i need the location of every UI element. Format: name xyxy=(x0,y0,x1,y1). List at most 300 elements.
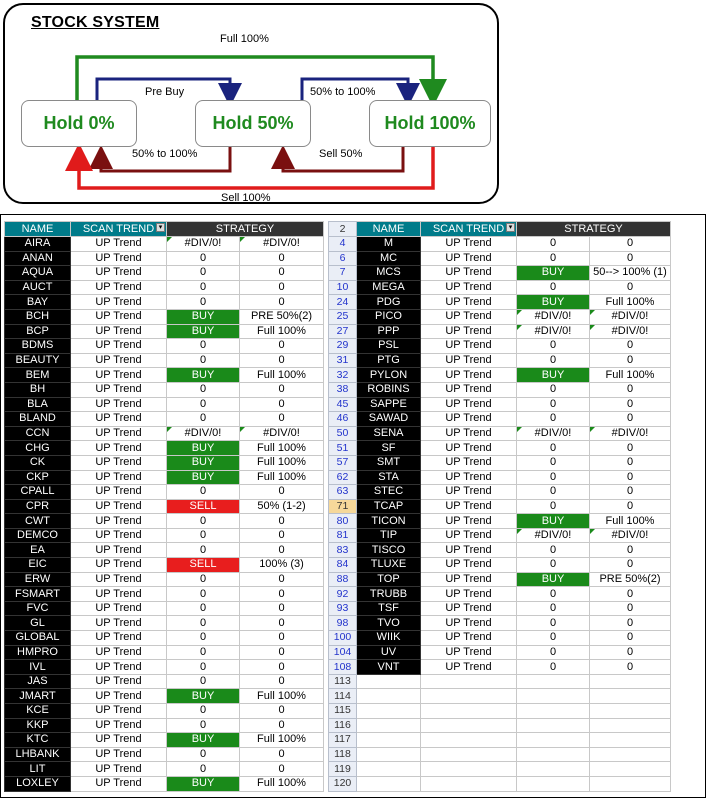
strategy-cell[interactable]: 0 xyxy=(240,280,324,295)
strategy-cell[interactable]: 50--> 100% (1) xyxy=(590,266,671,281)
strategy-cell[interactable]: 0 xyxy=(590,543,671,558)
scan-trend-cell[interactable]: UP Trend xyxy=(71,747,167,762)
scan-trend-cell[interactable]: UP Trend xyxy=(71,776,167,791)
stock-name-cell[interactable]: SMT xyxy=(357,455,421,470)
stock-name-cell[interactable]: KTC xyxy=(5,733,71,748)
row-number[interactable]: 4 xyxy=(329,237,357,252)
row-number[interactable]: 62 xyxy=(329,470,357,485)
scan-trend-cell[interactable]: UP Trend xyxy=(421,324,517,339)
strategy-cell[interactable]: PRE 50%(2) xyxy=(240,309,324,324)
scan-trend-cell[interactable]: UP Trend xyxy=(71,616,167,631)
scan-trend-cell[interactable]: UP Trend xyxy=(71,470,167,485)
filter-dropdown-icon[interactable]: ▾ xyxy=(156,223,165,232)
scan-trend-cell[interactable]: UP Trend xyxy=(421,251,517,266)
strategy-cell[interactable]: Full 100% xyxy=(240,733,324,748)
signal-cell[interactable]: BUY xyxy=(517,572,590,587)
row-number[interactable]: 46 xyxy=(329,412,357,427)
signal-cell[interactable]: 0 xyxy=(517,412,590,427)
strategy-header[interactable]: STRATEGY xyxy=(167,222,324,237)
stock-name-cell[interactable]: BEM xyxy=(5,368,71,383)
empty-cell[interactable] xyxy=(590,718,671,733)
strategy-cell[interactable]: 0 xyxy=(590,558,671,573)
stock-name-cell[interactable]: EA xyxy=(5,543,71,558)
stock-name-cell[interactable]: PDG xyxy=(357,295,421,310)
signal-cell[interactable]: #DIV/0! xyxy=(517,324,590,339)
strategy-cell[interactable]: 0 xyxy=(240,382,324,397)
row-number[interactable]: 117 xyxy=(329,733,357,748)
stock-name-cell[interactable]: ANAN xyxy=(5,251,71,266)
row-number[interactable]: 80 xyxy=(329,514,357,529)
row-number[interactable]: 120 xyxy=(329,776,357,791)
stock-name-cell[interactable]: AIRA xyxy=(5,237,71,252)
scan-trend-cell[interactable]: UP Trend xyxy=(71,558,167,573)
signal-cell[interactable]: 0 xyxy=(167,616,240,631)
scan-trend-cell[interactable]: UP Trend xyxy=(421,514,517,529)
strategy-cell[interactable]: 0 xyxy=(240,674,324,689)
empty-cell[interactable] xyxy=(517,762,590,777)
stock-name-cell[interactable]: SAPPE xyxy=(357,397,421,412)
signal-cell[interactable]: 0 xyxy=(517,339,590,354)
strategy-cell[interactable]: 0 xyxy=(590,645,671,660)
signal-cell[interactable]: 0 xyxy=(167,353,240,368)
signal-cell[interactable]: 0 xyxy=(517,499,590,514)
row-number[interactable]: 31 xyxy=(329,353,357,368)
signal-cell[interactable]: 0 xyxy=(517,543,590,558)
strategy-cell[interactable]: 0 xyxy=(240,397,324,412)
empty-cell[interactable] xyxy=(421,689,517,704)
scan-trend-cell[interactable]: UP Trend xyxy=(71,543,167,558)
strategy-cell[interactable]: 0 xyxy=(590,601,671,616)
strategy-cell[interactable]: Full 100% xyxy=(590,295,671,310)
signal-cell[interactable]: 0 xyxy=(167,397,240,412)
empty-cell[interactable] xyxy=(357,689,421,704)
signal-cell[interactable]: BUY xyxy=(167,689,240,704)
strategy-cell[interactable]: 0 xyxy=(240,528,324,543)
stock-name-cell[interactable]: SF xyxy=(357,441,421,456)
strategy-cell[interactable]: 0 xyxy=(590,412,671,427)
row-number[interactable]: 116 xyxy=(329,718,357,733)
scan-trend-cell[interactable]: UP Trend xyxy=(421,412,517,427)
empty-cell[interactable] xyxy=(517,747,590,762)
strategy-cell[interactable]: 0 xyxy=(590,251,671,266)
signal-cell[interactable]: 0 xyxy=(517,397,590,412)
empty-cell[interactable] xyxy=(421,733,517,748)
stock-name-cell[interactable]: CK xyxy=(5,455,71,470)
signal-cell[interactable]: 0 xyxy=(517,485,590,500)
stock-name-cell[interactable]: TRUBB xyxy=(357,587,421,602)
scan-trend-cell[interactable]: UP Trend xyxy=(421,485,517,500)
strategy-cell[interactable]: #DIV/0! xyxy=(240,426,324,441)
strategy-cell[interactable]: 50% (1-2) xyxy=(240,499,324,514)
scan-trend-cell[interactable]: UP Trend xyxy=(421,353,517,368)
signal-cell[interactable]: BUY xyxy=(517,368,590,383)
strategy-cell[interactable]: 0 xyxy=(590,280,671,295)
stock-name-cell[interactable]: BLA xyxy=(5,397,71,412)
signal-cell[interactable]: 0 xyxy=(517,441,590,456)
stock-name-cell[interactable]: KCE xyxy=(5,704,71,719)
strategy-cell[interactable]: #DIV/0! xyxy=(590,324,671,339)
signal-cell[interactable]: 0 xyxy=(517,470,590,485)
scan-trend-cell[interactable]: UP Trend xyxy=(421,309,517,324)
row-number[interactable]: 98 xyxy=(329,616,357,631)
empty-cell[interactable] xyxy=(421,718,517,733)
scan-trend-cell[interactable]: UP Trend xyxy=(421,660,517,675)
strategy-cell[interactable]: 0 xyxy=(240,762,324,777)
row-number[interactable]: 25 xyxy=(329,309,357,324)
stock-name-cell[interactable]: JMART xyxy=(5,689,71,704)
strategy-cell[interactable]: 0 xyxy=(240,660,324,675)
signal-cell[interactable]: 0 xyxy=(517,280,590,295)
empty-cell[interactable] xyxy=(357,704,421,719)
stock-name-cell[interactable]: BAY xyxy=(5,295,71,310)
strategy-cell[interactable]: Full 100% xyxy=(240,689,324,704)
strategy-cell[interactable]: 0 xyxy=(240,266,324,281)
stock-name-cell[interactable]: LHBANK xyxy=(5,747,71,762)
strategy-cell[interactable]: 0 xyxy=(240,339,324,354)
stock-name-cell[interactable]: STA xyxy=(357,470,421,485)
stock-name-cell[interactable]: BDMS xyxy=(5,339,71,354)
stock-name-cell[interactable]: ERW xyxy=(5,572,71,587)
strategy-cell[interactable]: 0 xyxy=(590,397,671,412)
stock-name-cell[interactable]: BCP xyxy=(5,324,71,339)
signal-cell[interactable]: #DIV/0! xyxy=(517,426,590,441)
empty-cell[interactable] xyxy=(357,733,421,748)
scan-trend-cell[interactable]: UP Trend xyxy=(421,368,517,383)
strategy-cell[interactable]: 0 xyxy=(240,251,324,266)
signal-cell[interactable]: 0 xyxy=(517,587,590,602)
scan-trend-cell[interactable]: UP Trend xyxy=(421,572,517,587)
empty-cell[interactable] xyxy=(421,674,517,689)
row-number[interactable]: 113 xyxy=(329,674,357,689)
scan-trend-cell[interactable]: UP Trend xyxy=(71,251,167,266)
strategy-cell[interactable]: 0 xyxy=(240,747,324,762)
stock-name-cell[interactable]: PYLON xyxy=(357,368,421,383)
stock-name-cell[interactable]: PPP xyxy=(357,324,421,339)
empty-cell[interactable] xyxy=(590,776,671,791)
row-number[interactable]: 63 xyxy=(329,485,357,500)
row-number[interactable]: 71 xyxy=(329,499,357,514)
empty-cell[interactable] xyxy=(421,776,517,791)
empty-cell[interactable] xyxy=(517,718,590,733)
signal-cell[interactable]: 0 xyxy=(517,251,590,266)
strategy-cell[interactable]: #DIV/0! xyxy=(590,309,671,324)
signal-cell[interactable]: #DIV/0! xyxy=(517,528,590,543)
stock-name-cell[interactable]: BLAND xyxy=(5,412,71,427)
scan-trend-header[interactable] xyxy=(421,222,517,237)
stock-name-cell[interactable]: PICO xyxy=(357,309,421,324)
signal-cell[interactable]: BUY xyxy=(167,309,240,324)
signal-cell[interactable]: 0 xyxy=(517,616,590,631)
scan-trend-cell[interactable]: UP Trend xyxy=(71,280,167,295)
signal-cell[interactable]: 0 xyxy=(167,660,240,675)
strategy-cell[interactable]: 0 xyxy=(590,587,671,602)
scan-trend-cell[interactable]: UP Trend xyxy=(421,295,517,310)
scan-trend-cell[interactable]: UP Trend xyxy=(421,616,517,631)
empty-cell[interactable] xyxy=(590,762,671,777)
scan-trend-cell[interactable]: UP Trend xyxy=(421,499,517,514)
signal-cell[interactable]: 0 xyxy=(167,601,240,616)
scan-trend-cell[interactable]: UP Trend xyxy=(421,528,517,543)
signal-cell[interactable]: 0 xyxy=(167,572,240,587)
signal-cell[interactable]: BUY xyxy=(167,324,240,339)
signal-cell[interactable]: #DIV/0! xyxy=(517,309,590,324)
scan-trend-cell[interactable]: UP Trend xyxy=(421,631,517,646)
strategy-cell[interactable]: Full 100% xyxy=(240,441,324,456)
signal-cell[interactable]: 0 xyxy=(167,485,240,500)
signal-cell[interactable]: #DIV/0! xyxy=(167,426,240,441)
scan-trend-cell[interactable]: UP Trend xyxy=(421,266,517,281)
strategy-cell[interactable]: Full 100% xyxy=(590,368,671,383)
scan-trend-cell[interactable]: UP Trend xyxy=(71,412,167,427)
row-number[interactable]: 84 xyxy=(329,558,357,573)
stock-name-cell[interactable]: CHG xyxy=(5,441,71,456)
signal-cell[interactable]: 0 xyxy=(167,718,240,733)
scan-trend-cell[interactable]: UP Trend xyxy=(71,718,167,733)
stock-name-cell[interactable]: KKP xyxy=(5,718,71,733)
row-number[interactable]: 45 xyxy=(329,397,357,412)
strategy-cell[interactable]: 0 xyxy=(590,499,671,514)
row-number[interactable]: 6 xyxy=(329,251,357,266)
stock-name-cell[interactable]: CCN xyxy=(5,426,71,441)
row-number[interactable]: 27 xyxy=(329,324,357,339)
stock-name-cell[interactable]: BH xyxy=(5,382,71,397)
signal-cell[interactable]: 0 xyxy=(167,266,240,281)
row-number[interactable]: 104 xyxy=(329,645,357,660)
scan-trend-cell[interactable]: UP Trend xyxy=(71,237,167,252)
stock-name-cell[interactable]: TVO xyxy=(357,616,421,631)
strategy-cell[interactable]: 0 xyxy=(240,295,324,310)
signal-cell[interactable]: 0 xyxy=(167,762,240,777)
row-number[interactable]: 114 xyxy=(329,689,357,704)
stock-name-cell[interactable]: BEAUTY xyxy=(5,353,71,368)
scan-trend-cell[interactable]: UP Trend xyxy=(71,660,167,675)
signal-cell[interactable]: BUY xyxy=(167,733,240,748)
scan-trend-cell[interactable]: UP Trend xyxy=(71,499,167,514)
strategy-cell[interactable]: Full 100% xyxy=(240,470,324,485)
signal-cell[interactable]: 0 xyxy=(517,631,590,646)
scan-trend-cell[interactable]: UP Trend xyxy=(71,645,167,660)
row-number[interactable]: 29 xyxy=(329,339,357,354)
scan-trend-cell[interactable]: UP Trend xyxy=(421,558,517,573)
scan-trend-cell[interactable]: UP Trend xyxy=(71,295,167,310)
signal-cell[interactable]: 0 xyxy=(517,382,590,397)
scan-trend-cell[interactable]: UP Trend xyxy=(71,382,167,397)
empty-cell[interactable] xyxy=(590,689,671,704)
stock-name-cell[interactable]: SAWAD xyxy=(357,412,421,427)
empty-cell[interactable] xyxy=(357,674,421,689)
empty-cell[interactable] xyxy=(517,689,590,704)
stock-name-cell[interactable]: TCAP xyxy=(357,499,421,514)
strategy-cell[interactable]: Full 100% xyxy=(240,324,324,339)
empty-cell[interactable] xyxy=(590,747,671,762)
scan-trend-cell[interactable]: UP Trend xyxy=(71,704,167,719)
strategy-cell[interactable]: 0 xyxy=(240,601,324,616)
signal-cell[interactable]: 0 xyxy=(517,601,590,616)
scan-trend-cell[interactable]: UP Trend xyxy=(421,237,517,252)
scan-trend-cell[interactable]: UP Trend xyxy=(71,601,167,616)
row-number[interactable]: 115 xyxy=(329,704,357,719)
row-number[interactable]: 2 xyxy=(329,222,357,237)
signal-cell[interactable]: BUY xyxy=(517,266,590,281)
stock-name-cell[interactable]: GL xyxy=(5,616,71,631)
stock-name-cell[interactable]: STEC xyxy=(357,485,421,500)
scan-trend-cell[interactable]: UP Trend xyxy=(71,631,167,646)
empty-cell[interactable] xyxy=(421,762,517,777)
stock-name-cell[interactable]: CKP xyxy=(5,470,71,485)
stock-name-cell[interactable]: CPR xyxy=(5,499,71,514)
row-number[interactable]: 32 xyxy=(329,368,357,383)
scan-trend-cell[interactable]: UP Trend xyxy=(71,485,167,500)
empty-cell[interactable] xyxy=(517,674,590,689)
scan-trend-cell[interactable]: UP Trend xyxy=(71,528,167,543)
signal-cell[interactable]: 0 xyxy=(167,631,240,646)
scan-trend-cell[interactable]: UP Trend xyxy=(71,353,167,368)
stock-name-cell[interactable]: MCS xyxy=(357,266,421,281)
scan-trend-cell[interactable]: UP Trend xyxy=(421,455,517,470)
stock-name-cell[interactable]: PTG xyxy=(357,353,421,368)
signal-cell[interactable]: BUY xyxy=(517,295,590,310)
strategy-cell[interactable]: 0 xyxy=(240,353,324,368)
signal-cell[interactable]: 0 xyxy=(167,747,240,762)
empty-cell[interactable] xyxy=(421,747,517,762)
strategy-cell[interactable]: 0 xyxy=(240,616,324,631)
strategy-cell[interactable]: #DIV/0! xyxy=(240,237,324,252)
signal-cell[interactable]: 0 xyxy=(167,412,240,427)
stock-name-cell[interactable]: MC xyxy=(357,251,421,266)
scan-trend-cell[interactable]: UP Trend xyxy=(421,339,517,354)
strategy-cell[interactable]: 0 xyxy=(590,485,671,500)
stock-name-cell[interactable]: TSF xyxy=(357,601,421,616)
row-number[interactable]: 88 xyxy=(329,572,357,587)
stock-name-cell[interactable]: BCH xyxy=(5,309,71,324)
strategy-cell[interactable]: 0 xyxy=(590,441,671,456)
empty-cell[interactable] xyxy=(590,704,671,719)
row-number[interactable]: 119 xyxy=(329,762,357,777)
row-number[interactable]: 83 xyxy=(329,543,357,558)
signal-cell[interactable]: 0 xyxy=(167,514,240,529)
scan-trend-cell[interactable]: UP Trend xyxy=(421,543,517,558)
scan-trend-cell[interactable]: UP Trend xyxy=(71,266,167,281)
row-number[interactable]: 81 xyxy=(329,528,357,543)
strategy-cell[interactable]: 0 xyxy=(240,412,324,427)
stock-name-cell[interactable]: UV xyxy=(357,645,421,660)
scan-trend-cell[interactable]: UP Trend xyxy=(71,368,167,383)
scan-trend-cell[interactable]: UP Trend xyxy=(421,601,517,616)
signal-cell[interactable]: 0 xyxy=(167,528,240,543)
scan-trend-cell[interactable]: UP Trend xyxy=(71,689,167,704)
signal-cell[interactable]: 0 xyxy=(517,237,590,252)
stock-name-cell[interactable]: SENA xyxy=(357,426,421,441)
stock-name-cell[interactable]: CWT xyxy=(5,514,71,529)
stock-name-cell[interactable]: ROBINS xyxy=(357,382,421,397)
scan-trend-cell[interactable]: UP Trend xyxy=(71,733,167,748)
strategy-cell[interactable]: 0 xyxy=(590,616,671,631)
strategy-cell[interactable]: 0 xyxy=(240,543,324,558)
scan-trend-cell[interactable]: UP Trend xyxy=(71,514,167,529)
stock-name-cell[interactable]: EIC xyxy=(5,558,71,573)
signal-cell[interactable]: BUY xyxy=(167,368,240,383)
strategy-cell[interactable]: 0 xyxy=(590,455,671,470)
stock-name-cell[interactable]: TOP xyxy=(357,572,421,587)
scan-trend-cell[interactable]: UP Trend xyxy=(71,441,167,456)
stock-name-cell[interactable]: M xyxy=(357,237,421,252)
strategy-cell[interactable]: 0 xyxy=(240,704,324,719)
strategy-cell[interactable]: Full 100% xyxy=(240,455,324,470)
signal-cell[interactable]: #DIV/0! xyxy=(167,237,240,252)
signal-cell[interactable]: 0 xyxy=(167,295,240,310)
empty-cell[interactable] xyxy=(357,718,421,733)
signal-cell[interactable]: 0 xyxy=(517,645,590,660)
stock-name-cell[interactable]: AQUA xyxy=(5,266,71,281)
stock-name-cell[interactable]: TISCO xyxy=(357,543,421,558)
row-number[interactable]: 50 xyxy=(329,426,357,441)
strategy-cell[interactable]: 0 xyxy=(240,572,324,587)
stock-name-cell[interactable]: TICON xyxy=(357,514,421,529)
signal-cell[interactable]: 0 xyxy=(167,645,240,660)
signal-cell[interactable]: 0 xyxy=(517,558,590,573)
strategy-cell[interactable]: #DIV/0! xyxy=(590,528,671,543)
signal-cell[interactable]: 0 xyxy=(167,339,240,354)
strategy-cell[interactable]: Full 100% xyxy=(240,776,324,791)
strategy-cell[interactable]: 0 xyxy=(240,718,324,733)
scan-trend-cell[interactable]: UP Trend xyxy=(71,572,167,587)
signal-cell[interactable]: BUY xyxy=(167,470,240,485)
signal-cell[interactable]: BUY xyxy=(517,514,590,529)
stock-name-cell[interactable]: VNT xyxy=(357,660,421,675)
strategy-cell[interactable]: 100% (3) xyxy=(240,558,324,573)
strategy-cell[interactable]: Full 100% xyxy=(240,368,324,383)
strategy-cell[interactable]: 0 xyxy=(590,631,671,646)
scan-trend-cell[interactable]: UP Trend xyxy=(421,280,517,295)
row-number[interactable]: 93 xyxy=(329,601,357,616)
stock-name-cell[interactable]: IVL xyxy=(5,660,71,675)
empty-cell[interactable] xyxy=(590,733,671,748)
scan-trend-cell[interactable]: UP Trend xyxy=(421,382,517,397)
stock-name-cell[interactable]: MEGA xyxy=(357,280,421,295)
signal-cell[interactable]: 0 xyxy=(167,674,240,689)
signal-cell[interactable]: BUY xyxy=(167,776,240,791)
name-header[interactable]: NAME xyxy=(357,222,421,237)
scan-trend-cell[interactable]: UP Trend xyxy=(71,309,167,324)
scan-trend-cell[interactable]: UP Trend xyxy=(421,397,517,412)
scan-trend-cell[interactable]: UP Trend xyxy=(421,645,517,660)
row-number[interactable]: 7 xyxy=(329,266,357,281)
strategy-cell[interactable]: PRE 50%(2) xyxy=(590,572,671,587)
scan-trend-cell[interactable]: UP Trend xyxy=(71,762,167,777)
strategy-cell[interactable]: 0 xyxy=(240,645,324,660)
scan-trend-cell[interactable]: UP Trend xyxy=(71,674,167,689)
signal-cell[interactable]: 0 xyxy=(517,660,590,675)
scan-trend-cell[interactable]: UP Trend xyxy=(71,339,167,354)
signal-cell[interactable]: 0 xyxy=(167,704,240,719)
scan-trend-cell[interactable]: UP Trend xyxy=(421,441,517,456)
stock-name-cell[interactable]: DEMCO xyxy=(5,528,71,543)
signal-cell[interactable]: SELL xyxy=(167,558,240,573)
stock-name-cell[interactable]: PSL xyxy=(357,339,421,354)
stock-name-cell[interactable]: FVC xyxy=(5,601,71,616)
empty-cell[interactable] xyxy=(357,747,421,762)
row-number[interactable]: 38 xyxy=(329,382,357,397)
signal-cell[interactable]: 0 xyxy=(167,280,240,295)
empty-cell[interactable] xyxy=(517,733,590,748)
stock-name-cell[interactable]: AUCT xyxy=(5,280,71,295)
scan-trend-cell[interactable]: UP Trend xyxy=(71,426,167,441)
stock-name-cell[interactable]: GLOBAL xyxy=(5,631,71,646)
row-number[interactable]: 10 xyxy=(329,280,357,295)
scan-trend-cell[interactable]: UP Trend xyxy=(421,587,517,602)
stock-name-cell[interactable]: FSMART xyxy=(5,587,71,602)
strategy-header[interactable]: STRATEGY xyxy=(517,222,671,237)
